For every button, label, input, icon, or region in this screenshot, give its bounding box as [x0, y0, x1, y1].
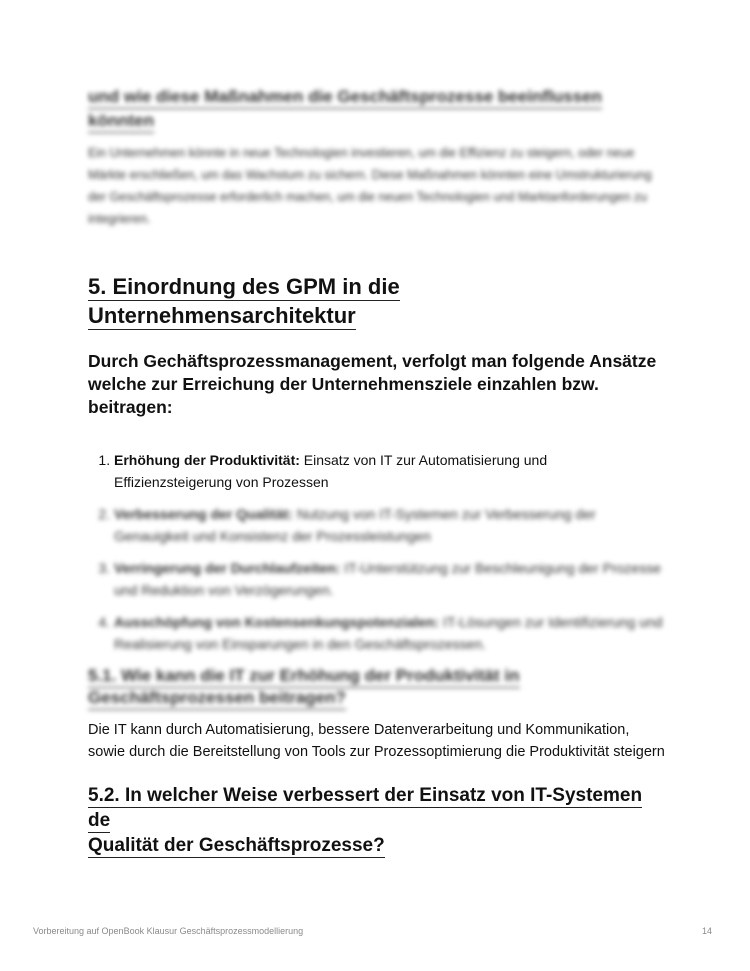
footer-title: Vorbereitung auf OpenBook Klausur Geschäftsprozessmodellierung: [33, 926, 304, 936]
document-page: [88, 86, 668, 858]
section-5-2-title: [88, 783, 668, 858]
list-item-term: Erhöhung der Produktivität:: [114, 452, 300, 468]
section-5-intro: Durch Gechäftsprozessmanagement, verfolgt man folgende Ansätze welche zur Erreichung der Unternehmensziele einzahlen bzw. beitragen:: [88, 351, 657, 417]
list-item-text: Einsatz von IT zur Automatisierung und Effizienzsteigerung von Prozessen: [114, 452, 548, 490]
page-footer: [33, 926, 712, 936]
list-item: [114, 503, 668, 547]
page-number: 14: [701, 926, 712, 936]
section-5-1-title: 5.1. Wie kann die IT zur Erhöhung der Produktivität in Geschäftsprozessen beitragen?: [88, 665, 668, 709]
section-5-2-title-line1: 5.2. In welcher Weise verbessert der Einsatz von IT-Systemen de: [88, 785, 643, 831]
list-item-term: Verringerung der Durchlaufzeiten:: [114, 560, 341, 576]
section-5-title-line2: Unternehmensarchitektur: [88, 303, 356, 328]
list-item-term: Verbesserung der Qualität:: [114, 506, 293, 522]
blurred-heading: und wie diese Maßnahmen die Geschäftsprozesse beeinflussen könnten: [88, 86, 668, 134]
goals-list: [88, 449, 668, 655]
list-item-text: IT-Lösungen zur Identifizierung und Realisierung von Einsparungen in den Geschäftsprozessen.: [114, 614, 663, 652]
section-5-title: [88, 272, 668, 330]
list-item: [114, 557, 668, 601]
section-5-1-paragraph: Die IT kann durch Automatisierung, bessere Datenverarbeitung und Kommunikation, sowie durch die Bereitstellung von Tools zur Prozessoptimierung die Produktivität steigern: [88, 722, 665, 760]
section-5-title-line1: 5. Einordnung des GPM in die: [88, 274, 400, 299]
blurred-top-block: [88, 86, 668, 230]
blurred-paragraph: Ein Unternehmen könnte in neue Technologien investieren, um die Effizienz zu steigern, oder neue Märkte erschließen, um das Wachstum zu sichern. Diese Maßnahmen könnten eine Umstrukturierung der Geschäftsprozesse erforderlich machen, um die neuen Technologien und Marktanforderungen zu integrieren.: [88, 146, 652, 226]
list-item: [114, 449, 668, 493]
list-item-text: IT-Unterstützung zur Beschleunigung der Prozesse und Reduktion von Verzögerungen.: [114, 560, 661, 598]
list-item: [114, 611, 668, 655]
list-item-term: Ausschöpfung von Kostensenkungspotenzialen:: [114, 614, 440, 630]
list-item-text: Nutzung von IT-Systemen zur Verbesserung der Genauigkeit und Konsistenz der Prozessleistungen: [114, 506, 596, 544]
section-5-2-title-line2: Qualität der Geschäftsprozesse?: [88, 835, 385, 856]
